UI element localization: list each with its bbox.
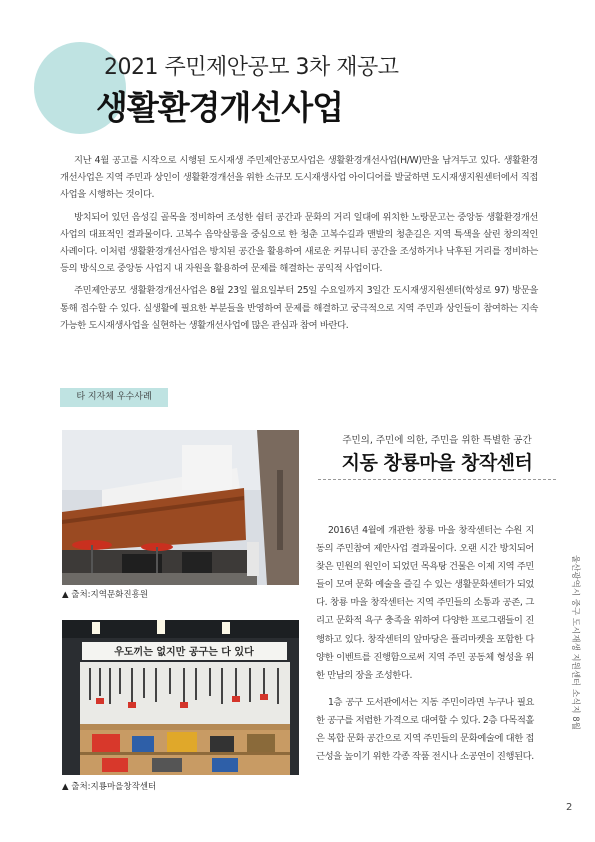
section-badge: 타 지자체 우수사례 <box>60 388 168 407</box>
newsletter-side-label: 울산광역시 중구 도시재생 지원센터 소식지 8월 <box>570 555 580 730</box>
tool-library-photo <box>62 620 299 775</box>
header-title-main: 생활환경개선사업 <box>96 88 344 127</box>
photo1-caption: ▲ 출처:지역문화진흥원 <box>62 590 149 600</box>
center-building-photo <box>62 430 299 585</box>
article-paragraph: 2016년 4월에 개관한 창룡 마을 창작센터는 수원 지동의 주민참여 제안사업 결과물이다. 오랜 시간 방치되어 찾은 민원의 원인이 되었던 목욕탕 건물은 이제 지역 주민들이 모여 문화 예술을 즐길 수 있는 생활문화센터가 되었다. 창룡 마을 창작센터는 지역 주민들의 소통과 공존, 그리고 문화적 욕구 충족을 위하여 다양한 프로그램들이 진행하고 있다. 창작센터의 앞마당은 플리마켓을 포함한 다양한 이벤트를 진행함으로써 지역 주민 공동체 형성을 위한 만남의 장을 조성한다. <box>316 525 534 681</box>
photo2-caption: ▲ 출처:지룡마을창작센터 <box>62 782 157 792</box>
photo2-sign-text: 우도끼는 없지만 공구는 다 있다 <box>114 647 254 658</box>
intro-paragraph: 지난 4월 공고를 시작으로 시행된 도시재생 주민제안공모사업은 생활환경개선사업(H/W)만을 남겨두고 있다. 생활환경개선사업은 지역 주민과 상인이 생활환경개선을 위한 소규모 도시재생사업 아이디어를 발굴하면 도시재생지원센터에서 직접 사업을 시행하는 것이다. <box>60 155 538 201</box>
article-title: 지동 창룡마을 창작센터 <box>341 452 533 474</box>
title-divider <box>318 479 556 480</box>
page-number: 2 <box>566 802 573 813</box>
header-title-line1: 2021 주민제안공모 3차 재공고 <box>104 55 399 80</box>
intro-text <box>60 152 538 339</box>
article-paragraph: 1층 공구 도서관에서는 지동 주민이라면 누구나 필요한 공구를 저렴한 가격으로 대여할 수 있다. 2층 다목적홀은 복합 문화 공간으로 지역 주민들의 문화예술에 대한 접근성을 높이기 위한 각종 작품 전시나 소공연이 진행된다. <box>316 696 534 763</box>
intro-paragraph: 방치되어 있던 음성길 골목을 정비하여 조성한 쉼터 공간과 문화의 거리 일대에 위치한 노랑문고는 중앙동 생활환경개선사업의 대표적인 결과물이다. 고복수 음악살롱을 중심으로 한 청춘 고복수길과 맨발의 청춘길은 지역 특색을 살린 창의적인 사례이다. 이처럼 생활환경개선사업은 방치된 공간을 활용하여 새로운 커뮤니티 공간을 조성하거나 낙후된 거리를 정비하는 등의 방식으로 중앙동 사업지 내 자원을 활용하여 문제를 해결하는 공익적 사업이다. <box>60 211 538 275</box>
article-subtitle: 주민의, 주민에 의한, 주민을 위한 특별한 공간 <box>342 435 532 446</box>
article-body <box>316 522 534 775</box>
intro-paragraph: 주민제안공모 생활환경개선사업은 8월 23일 월요일부터 25일 수요일까지 3일간 도시재생지원센터(학성로 97) 방문을 통해 접수할 수 있다. 실생활에 필요한 부분들을 반영하여 문제를 해결하고 궁극적으로 지역 주민과 상인들이 참여하는 지속가능한 도시재생사업을 실현하는 생활개선사업에 많은 관심과 참여 바란다. <box>60 285 538 331</box>
